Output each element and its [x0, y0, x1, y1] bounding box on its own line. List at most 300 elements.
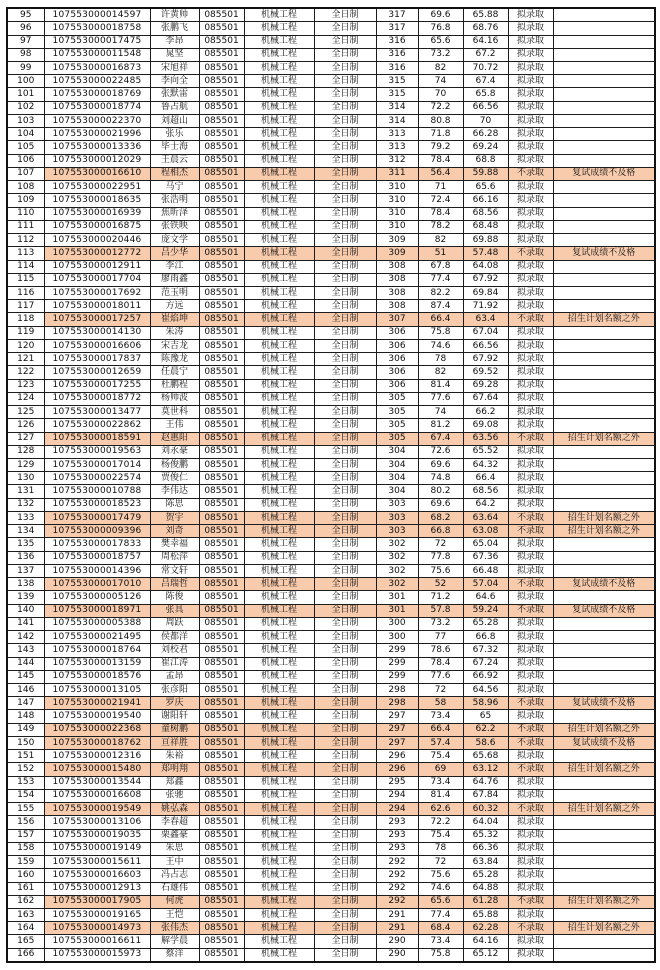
cell-name: 王晨云 — [150, 154, 199, 167]
cell-initial-score: 310 — [376, 220, 418, 233]
cell-name: 张驰 — [150, 789, 199, 802]
cell-name: 冯占志 — [150, 869, 199, 882]
cell-admission-status: 拟录取 — [508, 935, 553, 948]
cell-rank: 102 — [7, 101, 44, 114]
cell-major-code: 085501 — [199, 816, 244, 829]
cell-admission-status: 拟录取 — [508, 128, 553, 141]
cell-admission-status: 拟录取 — [508, 101, 553, 114]
table-row — [7, 485, 655, 498]
cell-remark — [553, 75, 655, 88]
cell-major: 机械工程 — [244, 551, 314, 564]
cell-retest-score: 68.4 — [418, 922, 463, 935]
cell-remark — [553, 48, 655, 61]
cell-major-code: 085501 — [199, 8, 244, 22]
cell-admission-status: 拟录取 — [508, 220, 553, 233]
table-row — [7, 723, 655, 736]
table-row — [7, 260, 655, 273]
cell-final-score: 65.88 — [463, 8, 508, 22]
cell-study-mode: 全日制 — [314, 207, 376, 220]
cell-rank: 95 — [7, 8, 44, 22]
cell-initial-score: 313 — [376, 141, 418, 154]
cell-remark: 复试成绩不及格 — [553, 697, 655, 710]
cell-major-code: 085501 — [199, 353, 244, 366]
table-row — [7, 8, 655, 22]
cell-study-mode: 全日制 — [314, 61, 376, 74]
cell-candidate-id: 107553000013336 — [44, 141, 150, 154]
cell-major: 机械工程 — [244, 445, 314, 458]
cell-rank: 156 — [7, 816, 44, 829]
cell-candidate-id: 107553000018591 — [44, 432, 150, 445]
cell-rank: 140 — [7, 604, 44, 617]
cell-major-code: 085501 — [199, 88, 244, 101]
cell-retest-score: 82 — [418, 61, 463, 74]
cell-major: 机械工程 — [244, 234, 314, 247]
cell-rank: 96 — [7, 22, 44, 35]
cell-final-score: 63.56 — [463, 432, 508, 445]
cell-retest-score: 77.8 — [418, 551, 463, 564]
cell-candidate-id: 107553000016873 — [44, 61, 150, 74]
cell-rank: 136 — [7, 551, 44, 564]
cell-study-mode: 全日制 — [314, 141, 376, 154]
cell-admission-status: 拟录取 — [508, 684, 553, 697]
cell-rank: 135 — [7, 538, 44, 551]
cell-name: 李向全 — [150, 75, 199, 88]
table-row — [7, 908, 655, 921]
cell-retest-score: 75.4 — [418, 829, 463, 842]
table-row — [7, 75, 655, 88]
cell-rank: 139 — [7, 591, 44, 604]
cell-rank: 124 — [7, 392, 44, 405]
cell-initial-score: 305 — [376, 419, 418, 432]
cell-major: 机械工程 — [244, 842, 314, 855]
cell-major: 机械工程 — [244, 326, 314, 339]
cell-remark — [553, 816, 655, 829]
cell-rank: 148 — [7, 710, 44, 723]
cell-candidate-id: 107553000022951 — [44, 181, 150, 194]
cell-initial-score: 310 — [376, 181, 418, 194]
table-row — [7, 789, 655, 802]
cell-final-score: 64.88 — [463, 882, 508, 895]
cell-remark — [553, 366, 655, 379]
cell-retest-score: 73.4 — [418, 710, 463, 723]
cell-admission-status: 拟录取 — [508, 114, 553, 127]
cell-study-mode: 全日制 — [314, 498, 376, 511]
cell-final-score: 57.04 — [463, 578, 508, 591]
table-row — [7, 697, 655, 710]
cell-retest-score: 74 — [418, 75, 463, 88]
cell-initial-score: 296 — [376, 750, 418, 763]
table-row — [7, 816, 655, 829]
cell-candidate-id: 107553000022370 — [44, 114, 150, 127]
cell-admission-status: 拟录取 — [508, 300, 553, 313]
cell-final-score: 67.36 — [463, 551, 508, 564]
cell-admission-status: 拟录取 — [508, 829, 553, 842]
cell-initial-score: 292 — [376, 869, 418, 882]
cell-initial-score: 299 — [376, 644, 418, 657]
cell-rank: 131 — [7, 485, 44, 498]
cell-major-code: 085501 — [199, 551, 244, 564]
cell-initial-score: 293 — [376, 842, 418, 855]
cell-initial-score: 296 — [376, 763, 418, 776]
cell-admission-status: 拟录取 — [508, 445, 553, 458]
cell-name: 张乐 — [150, 128, 199, 141]
cell-retest-score: 80.2 — [418, 485, 463, 498]
cell-name: 陈豫龙 — [150, 353, 199, 366]
cell-final-score: 64.08 — [463, 260, 508, 273]
cell-name: 杨俊鹏 — [150, 459, 199, 472]
table-row — [7, 101, 655, 114]
cell-candidate-id: 107553000018971 — [44, 604, 150, 617]
cell-name: 毕士海 — [150, 141, 199, 154]
cell-retest-score: 72 — [418, 538, 463, 551]
cell-retest-score: 78 — [418, 842, 463, 855]
cell-initial-score: 315 — [376, 88, 418, 101]
cell-admission-status: 拟录取 — [508, 551, 553, 564]
cell-study-mode: 全日制 — [314, 472, 376, 485]
cell-admission-status: 拟录取 — [508, 392, 553, 405]
cell-major-code: 085501 — [199, 829, 244, 842]
cell-name: 罗庆 — [150, 697, 199, 710]
cell-study-mode: 全日制 — [314, 842, 376, 855]
cell-initial-score: 292 — [376, 895, 418, 908]
cell-remark — [553, 856, 655, 869]
cell-retest-score: 74 — [418, 406, 463, 419]
cell-admission-status: 拟录取 — [508, 154, 553, 167]
cell-candidate-id: 107553000017255 — [44, 379, 150, 392]
cell-study-mode: 全日制 — [314, 697, 376, 710]
cell-study-mode: 全日制 — [314, 882, 376, 895]
table-row — [7, 617, 655, 630]
cell-candidate-id: 107553000013544 — [44, 776, 150, 789]
cell-initial-score: 298 — [376, 684, 418, 697]
cell-initial-score: 304 — [376, 485, 418, 498]
cell-remark: 复试成绩不及格 — [553, 578, 655, 591]
cell-rank: 127 — [7, 432, 44, 445]
cell-remark — [553, 644, 655, 657]
cell-major-code: 085501 — [199, 445, 244, 458]
cell-candidate-id: 107553000016939 — [44, 207, 150, 220]
cell-study-mode: 全日制 — [314, 551, 376, 564]
cell-final-score: 65.12 — [463, 948, 508, 962]
cell-major-code: 085501 — [199, 869, 244, 882]
cell-final-score: 65.88 — [463, 908, 508, 921]
cell-major: 机械工程 — [244, 644, 314, 657]
cell-rank: 159 — [7, 856, 44, 869]
table-row — [7, 326, 655, 339]
cell-candidate-id: 107553000018774 — [44, 101, 150, 114]
cell-final-score: 67.92 — [463, 353, 508, 366]
cell-major: 机械工程 — [244, 511, 314, 524]
cell-final-score: 65 — [463, 710, 508, 723]
cell-major-code: 085501 — [199, 339, 244, 352]
cell-study-mode: 全日制 — [314, 445, 376, 458]
cell-major-code: 085501 — [199, 604, 244, 617]
cell-study-mode: 全日制 — [314, 670, 376, 683]
cell-major-code: 085501 — [199, 234, 244, 247]
cell-retest-score: 69.6 — [418, 498, 463, 511]
cell-initial-score: 302 — [376, 564, 418, 577]
table-row — [7, 498, 655, 511]
cell-name: 吕瑞哲 — [150, 578, 199, 591]
cell-admission-status: 拟录取 — [508, 48, 553, 61]
table-row — [7, 670, 655, 683]
cell-remark — [553, 419, 655, 432]
cell-retest-score: 68.2 — [418, 511, 463, 524]
cell-name: 贺宇 — [150, 511, 199, 524]
cell-study-mode: 全日制 — [314, 194, 376, 207]
table-row — [7, 141, 655, 154]
cell-remark — [553, 498, 655, 511]
cell-major-code: 085501 — [199, 684, 244, 697]
cell-major: 机械工程 — [244, 207, 314, 220]
cell-remark — [553, 101, 655, 114]
cell-final-score: 68.56 — [463, 207, 508, 220]
cell-rank: 98 — [7, 48, 44, 61]
cell-remark — [553, 141, 655, 154]
cell-major: 机械工程 — [244, 684, 314, 697]
cell-study-mode: 全日制 — [314, 181, 376, 194]
cell-major: 机械工程 — [244, 485, 314, 498]
cell-initial-score: 316 — [376, 61, 418, 74]
table-row — [7, 207, 655, 220]
cell-admission-status: 不录取 — [508, 922, 553, 935]
cell-remark: 招生计划名额之外 — [553, 922, 655, 935]
cell-remark — [553, 181, 655, 194]
cell-major-code: 085501 — [199, 763, 244, 776]
cell-major: 机械工程 — [244, 498, 314, 511]
cell-final-score: 59.88 — [463, 167, 508, 180]
table-row — [7, 445, 655, 458]
cell-remark — [553, 61, 655, 74]
cell-major: 机械工程 — [244, 750, 314, 763]
cell-retest-score: 72.4 — [418, 194, 463, 207]
cell-rank: 145 — [7, 670, 44, 683]
table-row — [7, 604, 655, 617]
cell-initial-score: 317 — [376, 22, 418, 35]
cell-admission-status: 拟录取 — [508, 538, 553, 551]
table-row — [7, 750, 655, 763]
cell-major: 机械工程 — [244, 670, 314, 683]
cell-rank: 138 — [7, 578, 44, 591]
cell-name: 谢阳轩 — [150, 710, 199, 723]
table-row — [7, 128, 655, 141]
cell-major-code: 085501 — [199, 141, 244, 154]
cell-study-mode: 全日制 — [314, 234, 376, 247]
cell-study-mode: 全日制 — [314, 286, 376, 299]
cell-initial-score: 304 — [376, 459, 418, 472]
cell-major-code: 085501 — [199, 300, 244, 313]
cell-final-score: 66.28 — [463, 128, 508, 141]
cell-rank: 112 — [7, 234, 44, 247]
cell-remark: 复试成绩不及格 — [553, 247, 655, 260]
cell-rank: 144 — [7, 657, 44, 670]
cell-final-score: 68.48 — [463, 220, 508, 233]
admission-results-table — [6, 7, 656, 963]
cell-remark — [553, 194, 655, 207]
cell-initial-score: 305 — [376, 392, 418, 405]
cell-name: 崔江涛 — [150, 657, 199, 670]
cell-rank: 162 — [7, 895, 44, 908]
cell-rank: 115 — [7, 273, 44, 286]
cell-study-mode: 全日制 — [314, 459, 376, 472]
cell-name: 贾俊仁 — [150, 472, 199, 485]
cell-name: 姚弘森 — [150, 803, 199, 816]
cell-initial-score: 300 — [376, 631, 418, 644]
cell-initial-score: 309 — [376, 247, 418, 260]
cell-admission-status: 拟录取 — [508, 564, 553, 577]
cell-admission-status: 不录取 — [508, 895, 553, 908]
cell-initial-score: 300 — [376, 617, 418, 630]
cell-retest-score: 57.8 — [418, 604, 463, 617]
cell-retest-score: 75.8 — [418, 326, 463, 339]
cell-remark: 招生计划名额之外 — [553, 723, 655, 736]
cell-initial-score: 305 — [376, 432, 418, 445]
cell-initial-score: 307 — [376, 313, 418, 326]
cell-retest-score: 71 — [418, 181, 463, 194]
cell-retest-score: 65.6 — [418, 895, 463, 908]
cell-remark — [553, 353, 655, 366]
cell-retest-score: 78.4 — [418, 657, 463, 670]
cell-rank: 157 — [7, 829, 44, 842]
table-row — [7, 88, 655, 101]
cell-retest-score: 71.2 — [418, 591, 463, 604]
cell-rank: 128 — [7, 445, 44, 458]
cell-rank: 97 — [7, 35, 44, 48]
cell-major: 机械工程 — [244, 247, 314, 260]
table-row — [7, 459, 655, 472]
cell-final-score: 63.12 — [463, 763, 508, 776]
table-row — [7, 736, 655, 749]
cell-candidate-id: 107553000022368 — [44, 723, 150, 736]
cell-initial-score: 304 — [376, 472, 418, 485]
cell-candidate-id: 107553000019035 — [44, 829, 150, 842]
cell-remark — [553, 631, 655, 644]
cell-study-mode: 全日制 — [314, 908, 376, 921]
cell-rank: 119 — [7, 326, 44, 339]
cell-major-code: 085501 — [199, 472, 244, 485]
cell-major: 机械工程 — [244, 763, 314, 776]
cell-name: 陈俊 — [150, 591, 199, 604]
cell-retest-score: 77.6 — [418, 670, 463, 683]
cell-admission-status: 拟录取 — [508, 379, 553, 392]
cell-study-mode: 全日制 — [314, 684, 376, 697]
cell-study-mode: 全日制 — [314, 326, 376, 339]
cell-admission-status: 拟录取 — [508, 670, 553, 683]
cell-study-mode: 全日制 — [314, 538, 376, 551]
cell-rank: 100 — [7, 75, 44, 88]
cell-major: 机械工程 — [244, 141, 314, 154]
cell-rank: 132 — [7, 498, 44, 511]
cell-major: 机械工程 — [244, 631, 314, 644]
cell-name: 童树鹏 — [150, 723, 199, 736]
cell-major: 机械工程 — [244, 35, 314, 48]
cell-initial-score: 312 — [376, 154, 418, 167]
cell-initial-score: 310 — [376, 207, 418, 220]
cell-admission-status: 拟录取 — [508, 789, 553, 802]
cell-initial-score: 297 — [376, 723, 418, 736]
cell-retest-score: 74.6 — [418, 339, 463, 352]
cell-final-score: 64.16 — [463, 935, 508, 948]
cell-rank: 155 — [7, 803, 44, 816]
cell-major: 机械工程 — [244, 657, 314, 670]
table-row — [7, 882, 655, 895]
cell-candidate-id: 107553000018772 — [44, 392, 150, 405]
cell-final-score: 67.4 — [463, 75, 508, 88]
cell-major: 机械工程 — [244, 88, 314, 101]
cell-rank: 113 — [7, 247, 44, 260]
cell-remark — [553, 286, 655, 299]
cell-retest-score: 70 — [418, 88, 463, 101]
cell-final-score: 66.56 — [463, 339, 508, 352]
table-row — [7, 339, 655, 352]
cell-name: 王中 — [150, 856, 199, 869]
cell-major: 机械工程 — [244, 61, 314, 74]
cell-remark — [553, 750, 655, 763]
cell-admission-status: 不录取 — [508, 604, 553, 617]
cell-retest-score: 67.4 — [418, 432, 463, 445]
cell-major-code: 085501 — [199, 564, 244, 577]
cell-major: 机械工程 — [244, 167, 314, 180]
cell-candidate-id: 107553000012659 — [44, 366, 150, 379]
cell-study-mode: 全日制 — [314, 485, 376, 498]
cell-initial-score: 306 — [376, 326, 418, 339]
cell-name: 刘奇 — [150, 525, 199, 538]
cell-final-score: 65.8 — [463, 88, 508, 101]
cell-admission-status: 拟录取 — [508, 644, 553, 657]
cell-remark: 招生计划名额之外 — [553, 763, 655, 776]
cell-retest-score: 82 — [418, 234, 463, 247]
cell-admission-status: 拟录取 — [508, 776, 553, 789]
cell-major: 机械工程 — [244, 723, 314, 736]
table-row — [7, 842, 655, 855]
cell-initial-score: 298 — [376, 697, 418, 710]
cell-study-mode: 全日制 — [314, 816, 376, 829]
cell-major-code: 085501 — [199, 207, 244, 220]
cell-major: 机械工程 — [244, 736, 314, 749]
cell-admission-status: 拟录取 — [508, 816, 553, 829]
cell-retest-score: 75.4 — [418, 750, 463, 763]
cell-admission-status: 拟录取 — [508, 882, 553, 895]
cell-name: 朱思 — [150, 842, 199, 855]
cell-final-score: 64.76 — [463, 776, 508, 789]
cell-admission-status: 拟录取 — [508, 35, 553, 48]
cell-remark — [553, 908, 655, 921]
cell-candidate-id: 107553000019165 — [44, 908, 150, 921]
cell-study-mode: 全日制 — [314, 88, 376, 101]
cell-name: 程相杰 — [150, 167, 199, 180]
cell-remark: 招生计划名额之外 — [553, 803, 655, 816]
cell-initial-score: 293 — [376, 829, 418, 842]
cell-name: 张默雷 — [150, 88, 199, 101]
cell-major: 机械工程 — [244, 339, 314, 352]
table-row — [7, 167, 655, 180]
cell-candidate-id: 107553000019149 — [44, 842, 150, 855]
cell-remark — [553, 392, 655, 405]
cell-retest-score: 62.6 — [418, 803, 463, 816]
cell-name: 刘校君 — [150, 644, 199, 657]
cell-rank: 164 — [7, 922, 44, 935]
cell-initial-score: 291 — [376, 908, 418, 921]
table-row — [7, 763, 655, 776]
cell-name: 张鹏飞 — [150, 22, 199, 35]
cell-admission-status: 不录取 — [508, 511, 553, 524]
cell-initial-score: 313 — [376, 128, 418, 141]
cell-candidate-id: 107553000005126 — [44, 591, 150, 604]
cell-retest-score: 72.6 — [418, 445, 463, 458]
cell-name: 朱裕 — [150, 750, 199, 763]
cell-major: 机械工程 — [244, 392, 314, 405]
cell-retest-score: 77.4 — [418, 273, 463, 286]
